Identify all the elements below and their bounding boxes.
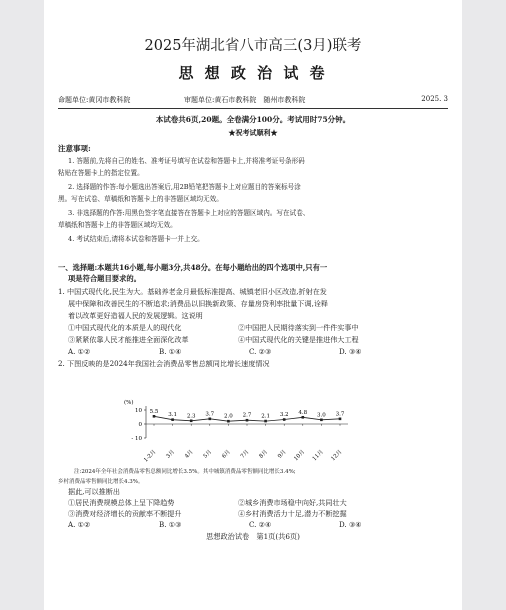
section-heading: 一、选择题:本题共16小题,每小题3分,共48分。在每小题给出的四个选项中,只有一 [58,263,328,272]
x-tick-label: 12月 [330,449,344,463]
data-point [209,418,212,421]
data-point [264,420,267,423]
data-label: 2.7 [242,412,252,419]
exam-info: 本试卷共6页,20题。全卷满分100分。考试用时75分钟。 [155,115,351,124]
header-divider [58,108,448,109]
q1-option-3: ③紧紧依靠人民才能推进全面深化改革 [68,335,189,344]
q1-choice-c: C. ②③ [249,347,272,356]
data-point [339,418,342,421]
section-heading-cont: 项是符合题目要求的。 [68,274,141,283]
notice-line: 黑。写在试卷、草稿纸和答题卡上的非答题区域均无效。 [58,195,223,203]
y-tick-label: - 10 [131,436,142,442]
notice-line: 2. 选择题的作答:每小题选出答案后,用2B铅笔把答题卡上对应题目的答案标号涂 [68,183,301,191]
q1-stem-line: 着以改革更好造福人民的发展逻辑。这说明 [68,311,203,320]
notice-heading: 注意事项: [58,144,91,153]
data-point [246,419,249,422]
data-point [283,418,286,421]
data-label: 2.3 [186,413,196,420]
x-tick-label: 8月 [258,449,270,460]
q2-choice-a: A. ①② [68,520,91,529]
y-tick-label: 10 [135,408,142,414]
data-label: 3.7 [335,411,345,418]
q1-stem-line: 1. 中国式现代化,民生为大。基础养老金月最低标准提高、城镇老旧小区改造,折射在发 [58,287,327,296]
data-label: 3.7 [205,411,215,418]
exam-title: 2025年湖北省八市高三(3月)联考 [144,38,362,54]
q2-option-1: ①居民消费规模总体上呈下降趋势 [68,498,175,507]
data-label: 3.0 [317,412,326,419]
x-tick-label: 10月 [293,449,307,463]
q2-choice-b: B. ①③ [159,520,182,529]
data-label: 5.5 [149,408,159,415]
q2-choice-d: D. ③④ [339,520,362,529]
data-point [153,415,156,418]
data-label: 4.8 [298,409,308,416]
q2-lead: 据此,可以推断出 [68,487,120,496]
notice-line: 粘贴在答题卡上的指定位置。 [58,169,144,177]
x-tick-label: 1-2月 [143,449,158,464]
notice-line: 1. 答题前,先将自己的姓名、准考证号填写在试卷和答题卡上,并将准考证号条形码 [68,157,305,165]
retail-growth-chart [124,398,354,470]
exam-date: 2025. 3 [421,95,448,103]
good-luck-banner: ★祝考试顺利★ [228,128,278,137]
chart-note-line: 注:2024年全年社会消费品零售总额同比增长3.5%。其中城镇消费品零售额同比增长3.4%; [74,469,296,475]
data-point [190,419,193,422]
q1-option-4: ④中国式现代化的关键是推进伟大工程 [238,335,359,344]
q1-choice-a: A. ①② [68,347,91,356]
data-point [320,419,323,422]
q2-choice-c: C. ②④ [249,520,272,529]
q1-option-1: ①中国式现代化的本质是人的现代化 [68,323,182,332]
exam-page [44,0,462,610]
data-label: 2.0 [224,413,233,420]
data-point [302,416,305,419]
q1-choice-b: B. ①④ [159,347,182,356]
data-label: 3.1 [168,412,177,419]
x-tick-label: 9月 [277,449,288,460]
data-label: 3.2 [279,412,289,419]
page-footer: 思想政治试卷 第1页(共6页) [206,532,300,541]
q1-stem-line: 展中保障和改善民生的不断追求;消费品以旧换新政策、存量房贷利率批量下调,诠释 [68,299,329,308]
q1-option-2: ②中国把人民期待落实到一件件实事中 [238,323,359,332]
subject-title: 思 想 政 治 试 卷 [178,64,328,82]
q2-stem: 2. 下图反映的是2024年我国社会消费品零售总额同比增长速度情况 [58,359,270,368]
data-point [171,418,174,421]
q1-choice-d: D. ③④ [339,347,362,356]
x-tick-label: 7月 [239,449,251,460]
proposer-unit: 命题单位:黄冈市教科院 [58,96,131,104]
x-tick-label: 4月 [184,449,195,460]
notice-line: 3. 非选择题的作答:用黑色签字笔直接答在答题卡上对应的答题区域内。写在试卷、 [68,209,310,217]
x-tick-label: 6月 [221,449,232,460]
data-label: 2.1 [261,413,270,420]
notice-line: 草稿纸和答题卡上的非答题区域均无效。 [58,221,177,229]
x-tick-label: 11月 [311,449,325,463]
q2-option-2: ②城乡消费市场稳中向好,共同壮大 [238,498,347,507]
reviewer-unit: 审题单位:黄石市教科院 随州市教科院 [184,96,306,104]
y-axis-label: (%) [124,400,134,406]
chart-note-line: 乡村消费品零售额同比增长4.3%。 [58,479,144,485]
x-tick-label: 5月 [202,449,214,460]
q2-option-4: ④乡村消费活力十足,潜力不断挖掘 [238,509,347,518]
q2-option-3: ③消费对经济增长的贡献率不断提升 [68,509,182,518]
data-point [227,420,230,423]
x-tick-label: 3月 [165,449,177,460]
notice-line: 4. 考试结束后,请将本试卷和答题卡一并上交。 [68,235,204,243]
y-tick-label: 0 [138,422,142,428]
